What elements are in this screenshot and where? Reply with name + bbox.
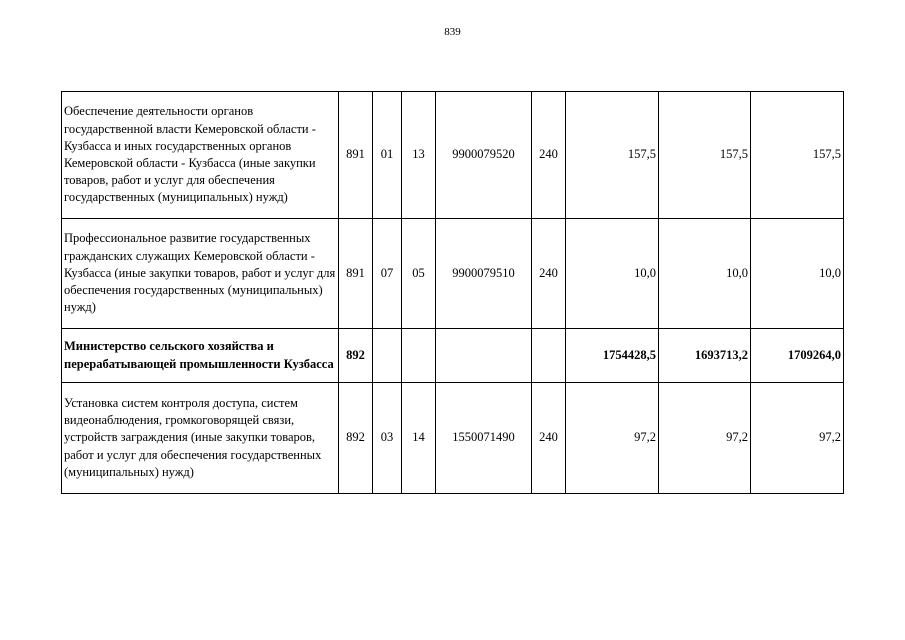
sum-3-cell: 157,5 xyxy=(751,92,844,219)
budget-table xyxy=(61,91,844,494)
sum-1-cell: 97,2 xyxy=(566,383,659,494)
table-row xyxy=(62,383,844,494)
table-row-ministry-total xyxy=(62,329,844,383)
row-name-cell: Министерство сельского хозяйства и перерабатывающей промышленности Кузбасса xyxy=(62,329,339,383)
expense-type-cell xyxy=(532,329,566,383)
expense-type-cell: 240 xyxy=(532,219,566,329)
section-code-cell: 01 xyxy=(373,92,402,219)
target-article-cell: 9900079510 xyxy=(436,219,532,329)
page-number: 839 xyxy=(444,26,461,38)
sum-3-cell: 97,2 xyxy=(751,383,844,494)
expense-type-cell: 240 xyxy=(532,383,566,494)
row-name-cell: Обеспечение деятельности органов государственной власти Кемеровской области - Кузбасса и иных государственных органов Кемеровской области - Кузбасса (иные закупки товаров, работ и услуг для обеспечения государственных (муниципальных) нужд) xyxy=(62,92,339,219)
ministry-code-cell: 892 xyxy=(339,383,373,494)
subsection-code-cell xyxy=(402,329,436,383)
sum-2-cell: 1693713,2 xyxy=(659,329,751,383)
target-article-cell xyxy=(436,329,532,383)
sum-2-cell: 157,5 xyxy=(659,92,751,219)
table-row xyxy=(62,92,844,219)
target-article-cell: 1550071490 xyxy=(436,383,532,494)
subsection-code-cell: 05 xyxy=(402,219,436,329)
ministry-code-cell: 891 xyxy=(339,219,373,329)
row-name-cell: Установка систем контроля доступа, систем видеонаблюдения, громкоговорящей связи, устройств заграждения (иные закупки товаров, работ и услуг для обеспечения государственных (муниципальных) нужд) xyxy=(62,383,339,494)
sum-2-cell: 10,0 xyxy=(659,219,751,329)
sum-1-cell: 1754428,5 xyxy=(566,329,659,383)
sum-1-cell: 157,5 xyxy=(566,92,659,219)
section-code-cell: 03 xyxy=(373,383,402,494)
ministry-code-cell: 891 xyxy=(339,92,373,219)
section-code-cell xyxy=(373,329,402,383)
target-article-cell: 9900079520 xyxy=(436,92,532,219)
subsection-code-cell: 14 xyxy=(402,383,436,494)
sum-2-cell: 97,2 xyxy=(659,383,751,494)
ministry-code-cell: 892 xyxy=(339,329,373,383)
sum-1-cell: 10,0 xyxy=(566,219,659,329)
subsection-code-cell: 13 xyxy=(402,92,436,219)
sum-3-cell: 10,0 xyxy=(751,219,844,329)
section-code-cell: 07 xyxy=(373,219,402,329)
sum-3-cell: 1709264,0 xyxy=(751,329,844,383)
row-name-cell: Профессиональное развитие государственных гражданских служащих Кемеровской области - Кузбасса (иные закупки товаров, работ и услуг для обеспечения государственных (муниципальных) нужд) xyxy=(62,219,339,329)
expense-type-cell: 240 xyxy=(532,92,566,219)
table-row xyxy=(62,219,844,329)
